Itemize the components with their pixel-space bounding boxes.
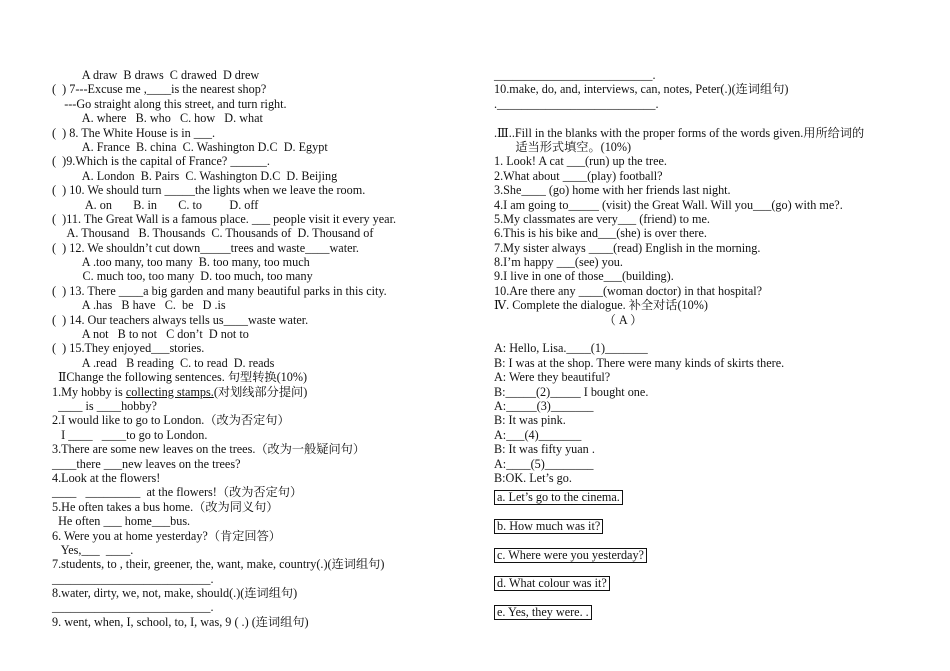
right-line — [494, 126, 914, 140]
right-line — [494, 226, 914, 240]
left-line — [52, 269, 462, 283]
line-text: Ⅳ. Complete the dialogue. 补全对话(10%) — [494, 298, 708, 313]
right-line — [494, 169, 914, 183]
right-column — [494, 68, 914, 485]
left-line — [52, 212, 462, 226]
line-text: ⅡChange the following sentences. 句型转换(10%) — [52, 370, 308, 385]
line-text: ( ) 14. Our teachers always tells us____waste water. — [52, 312, 309, 327]
line-text: A .too many, too many B. too many, too much — [52, 255, 310, 270]
line-text: 10.make, do, and, interviews, can, notes, Peter(.)(连词组句) — [494, 82, 789, 97]
right-line — [494, 212, 914, 226]
line-text: 5.My classmates are very___ (friend) to me. — [494, 211, 710, 226]
right-line — [494, 111, 914, 125]
line-text: __________________________. — [52, 571, 214, 586]
line-text: A:___(4)_______ — [494, 427, 582, 442]
left-line — [52, 241, 462, 255]
line-text: He often ___ home___bus. — [52, 514, 191, 529]
line-text: 5.He often takes a bus home.（改为同义句） — [52, 499, 279, 514]
left-line — [52, 385, 462, 399]
line-text: 1. Look! A cat ___(run) up the tree. — [494, 154, 667, 169]
line-text: .Ⅲ..Fill in the blanks with the proper forms of the words given.用所给词的 — [494, 125, 865, 140]
left-line — [52, 284, 462, 298]
dialogue-option — [494, 605, 914, 634]
line-text: ( ) 13. There ____a big garden and many beautiful parks in this city. — [52, 283, 387, 298]
line-text: 7.students, to , their, greener, the, want, make, country(.)(连词组句) — [52, 557, 385, 572]
line-text: 4.Look at the flowers! — [52, 470, 161, 485]
line-text: ---Go straight along this street, and turn right. — [52, 96, 287, 111]
right-line — [494, 269, 914, 283]
line-text: 3.She____ (go) home with her friends last night. — [494, 183, 731, 198]
line-text: 1.My hobby is — [52, 384, 126, 399]
line-text: 2.What about ____(play) football? — [494, 168, 663, 183]
left-line — [52, 97, 462, 111]
left-line — [52, 572, 462, 586]
line-text: 10.Are there any ____(woman doctor) in that hospital? — [494, 283, 763, 298]
right-line — [494, 82, 914, 96]
line-text: 3.There are some new leaves on the trees.（改为一般疑问句） — [52, 442, 366, 457]
right-line — [494, 183, 914, 197]
right-line — [494, 241, 914, 255]
line-text: .__________________________. — [494, 96, 659, 111]
line-text: A:_____(3)_______ — [494, 398, 594, 413]
line-text: ____ is ____hobby? — [52, 398, 157, 413]
left-line — [52, 255, 462, 269]
right-line — [494, 255, 914, 269]
line-text: ( )11. The Great Wall is a famous place. ___ people visit it every year. — [52, 211, 396, 226]
right-line — [494, 97, 914, 111]
left-line — [52, 126, 462, 140]
line-text: 适当形式填空。(10%) — [494, 139, 632, 154]
left-line — [52, 485, 462, 499]
left-line — [52, 140, 462, 154]
line-text: __________________________. — [494, 68, 656, 82]
line-text: C. much too, too many D. too much, too many — [52, 269, 313, 284]
right-line — [494, 385, 914, 399]
line-text: 7.My sister always ____(read) English in the morning. — [494, 240, 761, 255]
line-text: B:OK. Let’s go. — [494, 470, 572, 485]
line-text: A:____(5)________ — [494, 456, 594, 471]
left-line — [52, 471, 462, 485]
left-line — [52, 428, 462, 442]
line-text: ( ) 8. The White House is in ___. — [52, 125, 216, 140]
right-line — [494, 442, 914, 456]
line-text: 9.I live in one of those___(building). — [494, 269, 674, 284]
left-line — [52, 169, 462, 183]
dialogue-options — [494, 490, 914, 634]
right-line — [494, 413, 914, 427]
left-line — [52, 615, 462, 629]
line-text: ( ) 10. We should turn _____the lights when we leave the room. — [52, 183, 366, 198]
option-box: a. Let’s go to the cinema. — [494, 490, 623, 505]
left-line — [52, 413, 462, 427]
line-text: A .read B reading C. to read D. reads — [52, 355, 275, 370]
left-line — [52, 557, 462, 571]
line-text: 9. went, when, I, school, to, I, was, 9 ( .) (连词组句) — [52, 614, 309, 629]
left-line — [52, 457, 462, 471]
line-text: ( )9.Which is the capital of France? ______. — [52, 154, 270, 169]
line-text: B: I was at the shop. There were many kinds of skirts there. — [494, 355, 785, 370]
option-box: c. Where were you yesterday? — [494, 548, 647, 563]
line-text: Yes,___ ____. — [52, 542, 134, 557]
left-line — [52, 399, 462, 413]
line-text: 8.I’m happy ___(see) you. — [494, 255, 623, 270]
dialogue-option — [494, 490, 914, 519]
left-line — [52, 514, 462, 528]
dialogue-option — [494, 576, 914, 605]
line-text: A .has B have C. be D .is — [52, 298, 226, 313]
line-text: ( ) 15.They enjoyed___stories. — [52, 341, 205, 356]
right-line — [494, 356, 914, 370]
right-line — [494, 370, 914, 384]
line-text: A draw B draws C drawed D drew — [52, 68, 260, 82]
right-line — [494, 298, 914, 312]
line-text: 4.I am going to_____ (visit) the Great Wall. Will you___(go) with me?. — [494, 197, 843, 212]
line-text: ____ _________ at the flowers!（改为否定句） — [52, 485, 303, 500]
left-line — [52, 543, 462, 557]
left-line — [52, 154, 462, 168]
line-text: B:_____(2)_____ I bought one. — [494, 384, 649, 399]
line-text: B: It was pink. — [494, 413, 566, 428]
line-text: A. where B. who C. how D. what — [52, 111, 263, 126]
left-column — [52, 68, 462, 629]
right-line — [494, 284, 914, 298]
option-box: e. Yes, they were. . — [494, 605, 592, 620]
line-text: A. on B. in C. to D. off — [52, 197, 259, 212]
line-text: I ____ ____to go to London. — [52, 427, 208, 442]
left-line — [52, 586, 462, 600]
line-text: 6.This is his bike and___(she) is over there. — [494, 226, 707, 241]
left-line — [52, 82, 462, 96]
right-line — [494, 154, 914, 168]
left-line — [52, 370, 462, 384]
option-box: d. What colour was it? — [494, 576, 610, 591]
right-line — [494, 327, 914, 341]
line-text: A. London B. Pairs C. Washington D.C D. Beijing — [52, 168, 338, 183]
line-text: ( ) 7---Excuse me ,____is the nearest shop? — [52, 82, 267, 97]
line-text: ( ) 12. We shouldn’t cut down_____trees and waste____water. — [52, 240, 359, 255]
left-line — [52, 442, 462, 456]
line-text: （ A ） — [494, 312, 643, 327]
right-line — [494, 341, 914, 355]
line-text: A: Hello, Lisa.____(1)_______ — [494, 341, 648, 356]
line-text: 2.I would like to go to London.（改为否定句） — [52, 413, 290, 428]
left-line — [52, 68, 462, 82]
line-text: B: It was fifty yuan . — [494, 442, 595, 457]
right-line — [494, 471, 914, 485]
line-note: (对划线部分提问) — [213, 384, 308, 399]
line-text: __________________________. — [52, 600, 214, 615]
dialogue-option — [494, 519, 914, 548]
left-line — [52, 500, 462, 514]
left-line — [52, 313, 462, 327]
line-text: A: Were they beautiful? — [494, 370, 611, 385]
right-line — [494, 399, 914, 413]
left-line — [52, 183, 462, 197]
line-text: 8.water, dirty, we, not, make, should(.)(连词组句) — [52, 586, 298, 601]
left-line — [52, 341, 462, 355]
line-text: 6. Were you at home yesterday?（肯定回答） — [52, 528, 281, 543]
right-line — [494, 140, 914, 154]
right-line — [494, 428, 914, 442]
left-line — [52, 600, 462, 614]
right-line — [494, 313, 914, 327]
left-line — [52, 111, 462, 125]
left-line — [52, 327, 462, 341]
option-box: b. How much was it? — [494, 519, 603, 534]
line-text: A not B to not C don’t D not to — [52, 327, 249, 342]
right-line — [494, 68, 914, 82]
line-text: A. France B. china C. Washington D.C D. Egypt — [52, 139, 328, 154]
left-line — [52, 226, 462, 240]
underlined-phrase: collecting stamps. — [125, 384, 214, 399]
left-line — [52, 198, 462, 212]
line-text: ____there ___new leaves on the trees? — [52, 456, 241, 471]
dialogue-option — [494, 548, 914, 577]
left-line — [52, 298, 462, 312]
line-text: A. Thousand B. Thousands C. Thousands of D. Thousand of — [52, 226, 374, 241]
left-line — [52, 356, 462, 370]
left-line — [52, 529, 462, 543]
right-line — [494, 457, 914, 471]
right-line — [494, 198, 914, 212]
